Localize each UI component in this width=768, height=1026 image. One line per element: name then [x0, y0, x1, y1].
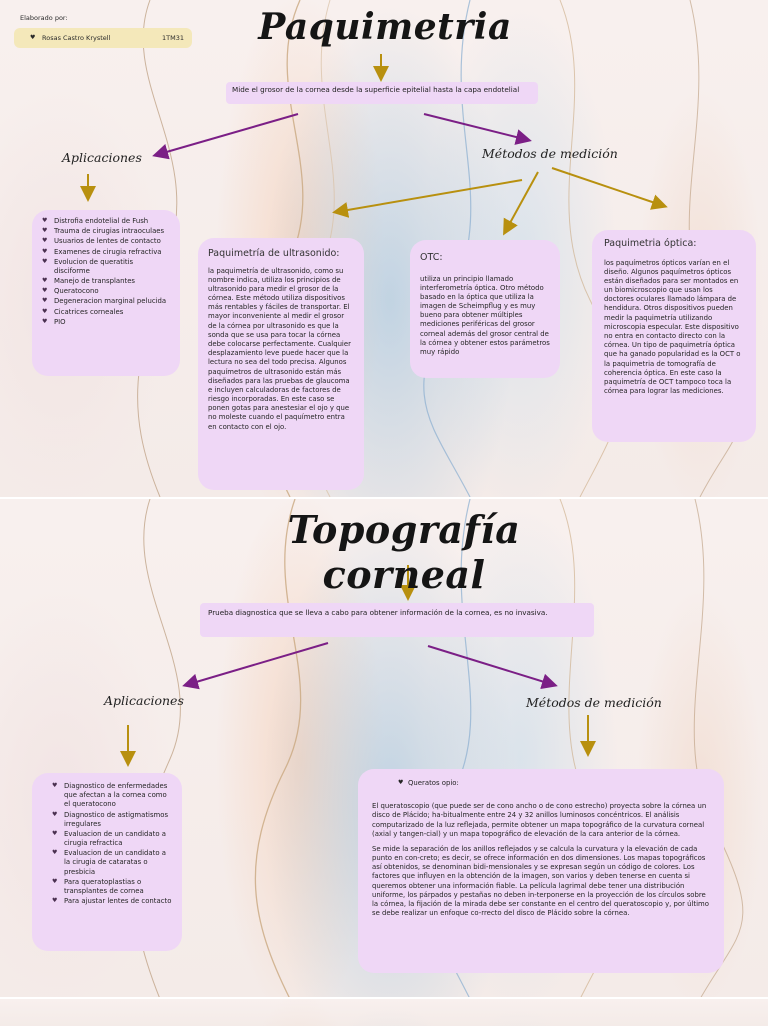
ultrasound-card: [198, 238, 364, 490]
page-next-partial: [0, 997, 768, 1026]
applications-list: [42, 217, 170, 327]
application-item: ♥ Degeneracion marginal pelucida: [42, 297, 170, 306]
arrow-to-ultrasound: [336, 180, 522, 212]
page-paquimetria: [0, 0, 768, 497]
arrow-to-applications: [156, 114, 298, 155]
applications-label: Aplicaciones: [104, 693, 184, 708]
application-item: ♥ Para queratoplastias o transplantes de cornea: [52, 878, 172, 896]
applications-label: Aplicaciones: [62, 150, 142, 165]
applications-list: [52, 782, 172, 906]
application-item: ♥ Distrofia endotelial de Fush: [42, 217, 170, 226]
optical-card: [592, 230, 756, 442]
arrow-to-methods: [428, 646, 554, 685]
keratoscope-title: Queratos opio:: [408, 779, 459, 787]
methods-label: Métodos de medición: [482, 146, 618, 161]
application-item: ♥ Evaluacion de un candidato a la cirugia de cataratas o presbicia: [52, 849, 172, 877]
author-heading: Elaborado por:: [20, 14, 68, 22]
keratoscope-paragraph-1: El queratoscopio (que puede ser de cono ancho o de cono estrecho) proyecta sobre la córnea un disco de Plácido; ha-bitualmente entre 24 y 32 anillos luminosos concéntricos. El análisis computarizado de la luz reflejada, permite obtener un mapa topográfico de la curvatura corneal (axial y tangen-cial) y un mapa topográfico de elevación de la cara anterior de la córnea.: [372, 802, 707, 838]
ultrasound-text: la paquimetría de ultrasonido, como su nombre indica, utiliza los principios de ultrasonido para medir el grosor de la córnea. Este método utiliza dispositivos más rentables y fáciles de transportar. El mayor inconveniente al medir el grosor de la córnea por ultrasonido es que la sonda que se usa para tocar la córnea debe colocarse perfectamente. Cualquier desplazamiento leve puede hacer que la lectura no sea del todo precisa. Algunos paquímetros de ultrasonido están más diseñados para las pruebas de glaucoma e incluyen calculadoras de factores de riesgo incorporadas. En este caso se ponen gotas para anestesiar el ojo y que no moleste cuando el paquímetro entra en contacto con el ojo.: [208, 266, 351, 431]
page-topografia: [0, 497, 768, 999]
heart-bullet-icon: ♥: [398, 779, 404, 786]
author-box: [14, 14, 192, 48]
page-title: Paquimetria: [258, 6, 512, 48]
optical-title: Paquimetria óptica:: [604, 238, 697, 249]
application-item: ♥ Evaluacion de un candidato a cirugia refractica: [52, 830, 172, 848]
methods-label: Métodos de medición: [526, 695, 662, 710]
application-item: ♥ Queratocono: [42, 287, 170, 296]
application-item: ♥ Usuarios de lentes de contacto: [42, 237, 170, 246]
keratoscope-paragraph-2: Se mide la separación de los anillos reflejados y se calcula la curvatura y la elevación de cada punto en con-creto; es decir, se ofrece información en dos dimensiones. Los mapas topográficos así obtenidos, se denominan bidi-mensionales y se expresan según un código de colores. Los factores que influyen en la obtención de la imagen, son varios y deben tenerse en cuenta si queremos obtener una información fiable. La película lagrimal debe tener una distribución uniforme, los párpados y pestañas no deben in-terponerse en la proyección de los círculos sobre la córnea, la fijación de la mirada debe ser constante en el centro del queratoscopio y, por último se debe realizar un enfoque co-rrecto del disco de Plácido sobre la córnea.: [372, 844, 709, 918]
optical-text: los paquímetros ópticos varían en el diseño. Algunos paquímetros ópticos están diseñados para ser montados en un biomicroscopio que usan los doctores oculares llamado lámpara de hendidura. Otros dispositivos pueden medir la paquimetría utilizando microscopia especular. Este dispositivo no entra en contacto directo con la córnea. Un tipo de paquimetría óptica que ha ganado popularidad es la OCT o la paquimetria de tomografía de coherencia óptica. En este caso la paquimetría de OCT tampoco toca la córnea para lograr las mediciones.: [604, 258, 741, 396]
application-item: ♥ Diagnostico de enfermedades que afectan a la cornea como el queratocono: [52, 782, 172, 810]
definition-box: Mide el grosor de la cornea desde la superficie epitelial hasta la capa endotelial: [226, 82, 538, 104]
arrow-to-applications: [186, 643, 328, 685]
application-item: ♥ Diagnostico de astigmatismos irregulares: [52, 811, 172, 829]
application-item: ♥ Para ajustar lentes de contacto: [52, 897, 172, 906]
page-title: Topografía corneal: [287, 507, 521, 597]
author-group: 1TM31: [162, 34, 184, 42]
heart-bullet-icon: ♥: [30, 34, 36, 41]
application-item: ♥ PIO: [42, 318, 170, 327]
definition-box: Prueba diagnostica que se lleva a cabo para obtener información de la cornea, es no invasiva.: [200, 603, 594, 637]
otc-card: [410, 240, 560, 378]
ultrasound-title: Paquimetría de ultrasonido:: [208, 248, 340, 259]
application-item: ♥ Cicatrices corneales: [42, 308, 170, 317]
applications-card: [32, 210, 180, 376]
otc-text: utiliza un principio llamado interferometría óptica. Otro método basado en la óptica que utiliza la imagen de Scheimpflug y es muy bueno para obtener múltiples mediciones periféricas del grosor corneal además del grosor central de la córnea y obtener estos parámetros muy rápido: [420, 274, 550, 356]
application-item: ♥ Evolucion de queratitis disciforme: [42, 258, 170, 276]
keratoscope-title-row: [372, 779, 710, 788]
application-item: ♥ Trauma de cirugias intraoculaes: [42, 227, 170, 236]
application-item: ♥ Manejo de transplantes: [42, 277, 170, 286]
author-name: Rosas Castro Krystell: [42, 34, 111, 42]
otc-title: OTC:: [420, 252, 443, 263]
applications-card: [32, 773, 182, 951]
arrow-to-methods: [424, 114, 528, 140]
keratoscope-card: [358, 769, 724, 973]
application-item: ♥ Examenes de cirugia refractiva: [42, 248, 170, 257]
